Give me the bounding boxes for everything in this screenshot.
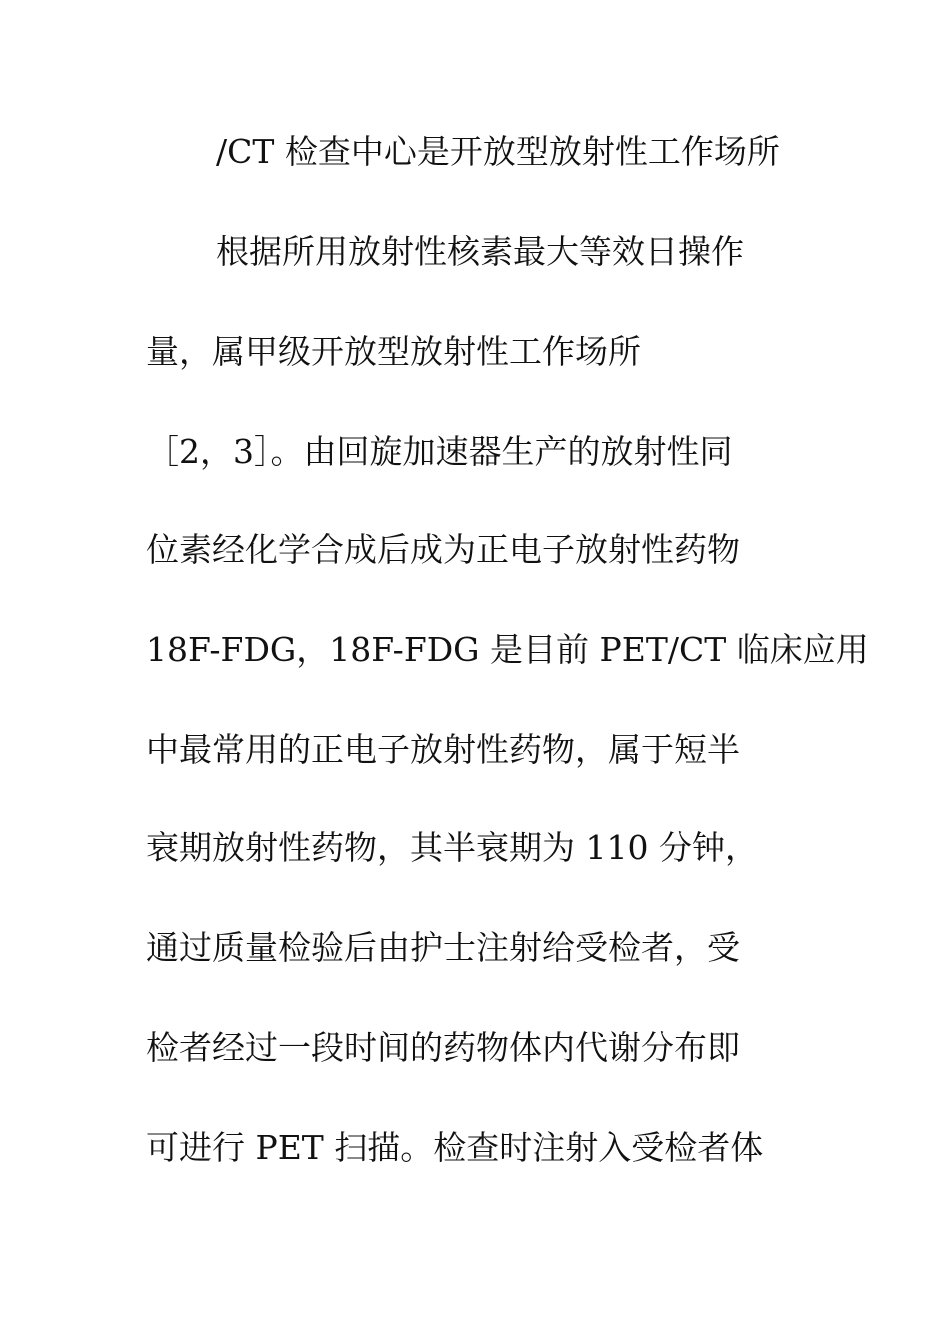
- text-line-8: 衰期放射性药物，其半衰期为 110 分钟，: [146, 828, 758, 867]
- text-line-3: 量，属甲级开放型放射性工作场所: [146, 332, 641, 371]
- text-line-5: 位素经化学合成后成为正电子放射性药物: [146, 530, 740, 569]
- text-line-9: 通过质量检验后由护士注射给受检者，受: [146, 928, 740, 967]
- text-line-11: 可进行 PET 扫描。检查时注射入受检者体: [146, 1128, 764, 1167]
- text-line-1: /CT 检查中心是开放型放射性工作场所: [216, 132, 780, 171]
- text-line-4: ［2，3］。由回旋加速器生产的放射性同: [146, 432, 733, 471]
- text-line-6: 18F-FDG，18F-FDG 是目前 PET/CT 临床应用: [146, 630, 869, 669]
- text-line-10: 检者经过一段时间的药物体内代谢分布即: [146, 1028, 740, 1067]
- text-line-7: 中最常用的正电子放射性药物，属于短半: [146, 730, 740, 769]
- text-line-2: 根据所用放射性核素最大等效日操作: [216, 232, 744, 271]
